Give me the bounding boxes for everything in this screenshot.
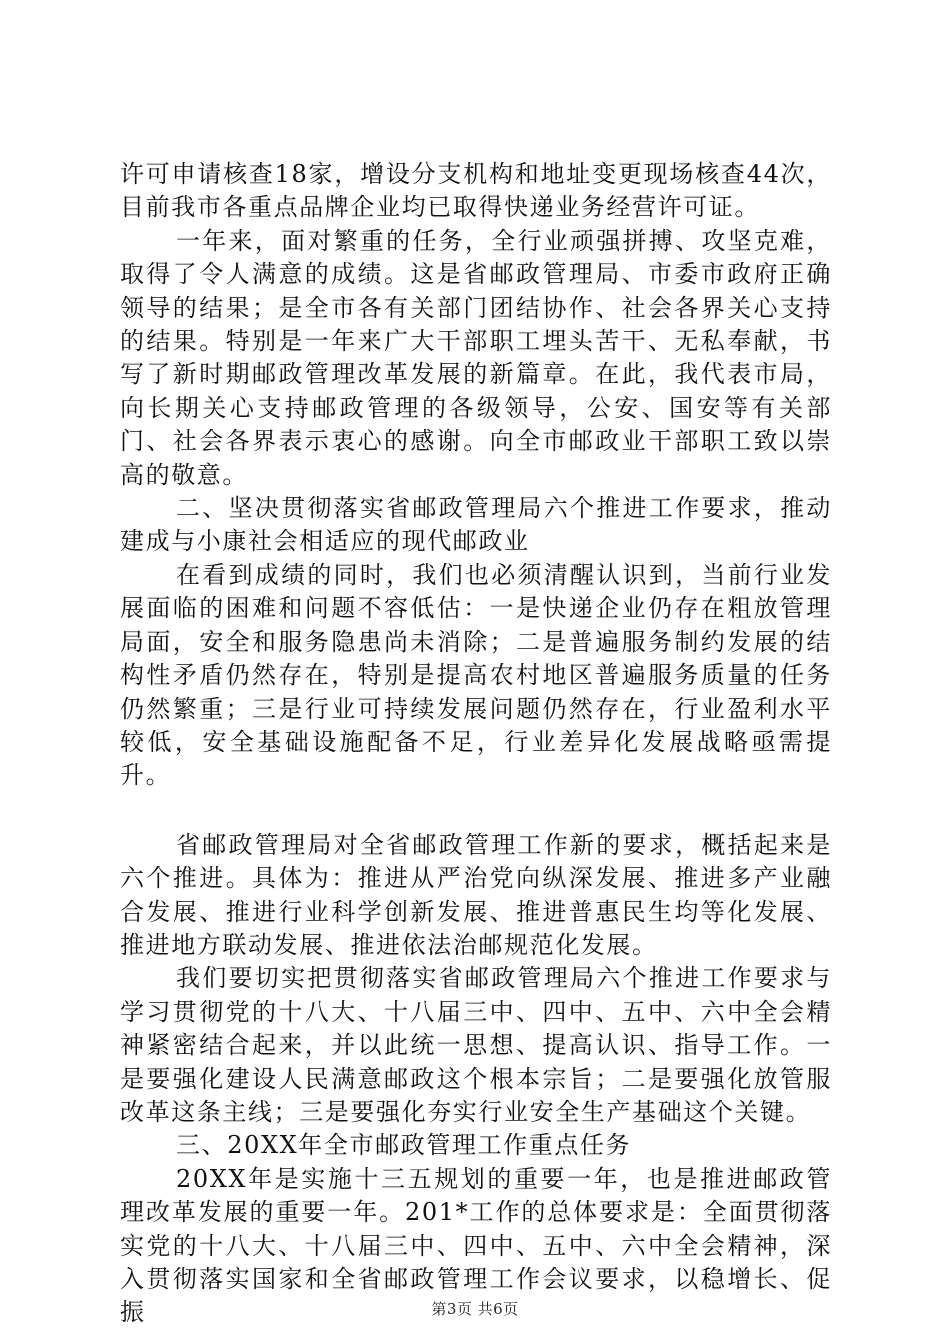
paragraph-six-pushes: 省邮政管理局对全省邮政管理工作新的要求，概括起来是六个推进。具体为：推进从严治党向纵深发展、推进多产业融合发展、推进行业科学创新发展、推进普惠民生均等化发展、推进地方联动发展、推进依法治邮规范化发展。 (120, 830, 832, 959)
paragraph-implementation: 我们要切实把贯彻落实省邮政管理局六个推进工作要求与学习贯彻党的十八大、十八届三中、四中、五中、六中全会精神紧密结合起来，并以此统一思想、提高认识、指导工作。一是要强化建设人民满意邮政这个根本宗旨；二是要强化放管服改革这条主线；三是要强化夯实行业安全生产基础这个关键。 (120, 964, 832, 1126)
paragraph-challenges: 在看到成绩的同时，我们也必须清醒认识到，当前行业发展面临的困难和问题不容低估：一是快递企业仍存在粗放管理局面，安全和服务隐患尚未消除；二是普遍服务制约发展的结构性矛盾仍然存在，特别是提高农村地区普遍服务质量的任务仍然繁重；三是行业可持续发展问题仍然存在，行业盈利水平较低，安全基础设施配备不足，行业差异化发展战略亟需提升。 (120, 560, 832, 790)
paragraph-continuation: 许可申请核查18家，增设分支机构和地址变更现场核查44次，目前我市各重点品牌企业均已取得快递业务经营许可证。 (120, 160, 832, 222)
paragraph-key-tasks: 20XX年是实施十三五规划的重要一年，也是推进邮政管理改革发展的重要一年。201*工作的总体要求是：全面贯彻落实党的十八大、十八届三中、四中、五中、六中全会精神，深入贯彻落实国家和全省邮政管理工作会议要求，以稳增长、促振 (120, 1164, 832, 1327)
paragraph-achievements: 一年来，面对繁重的任务，全行业顽强拼搏、攻坚克难，取得了令人满意的成绩。这是省邮政管理局、市委市政府正确领导的结果；是全市各有关部门团结协作、社会各界关心支持的结果。特别是一年来广大干部职工埋头苦干、无私奉献，书写了新时期邮政管理改革发展的新篇章。在此，我代表市局，向长期关心支持邮政管理的各级领导，公安、国安等有关部门、社会各界表示衷心的感谢。向全市邮政业干部职工致以崇高的敬意。 (120, 226, 832, 489)
section-heading-three: 三、20XX年全市邮政管理工作重点任务 (176, 1131, 632, 1160)
page-number-footer: 第3页 共6页 (431, 1300, 519, 1318)
document-body (120, 158, 832, 1330)
section-heading-two: 二、坚决贯彻落实省邮政管理局六个推进工作要求，推动建成与小康社会相适应的现代邮政业 (120, 494, 832, 556)
